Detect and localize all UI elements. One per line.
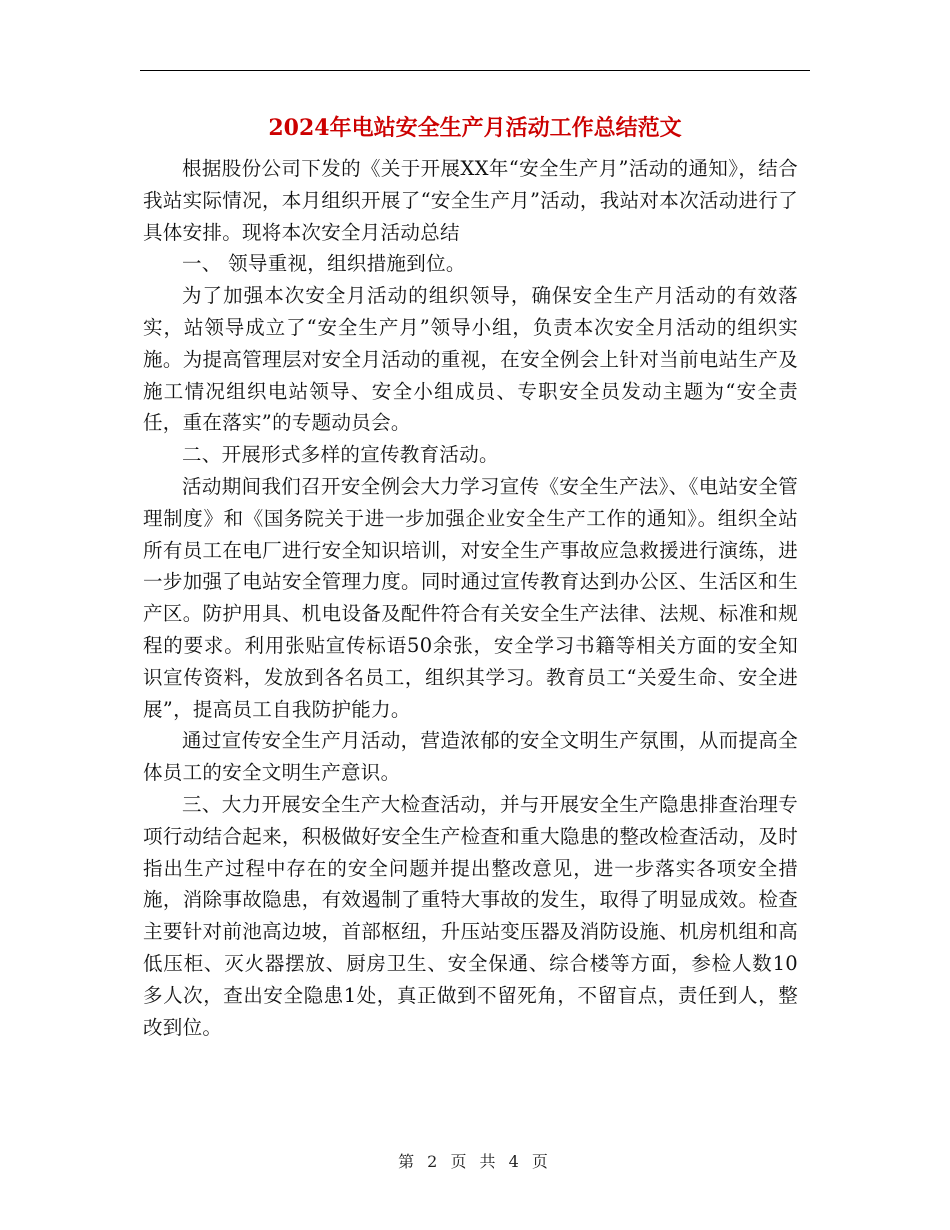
paragraph-intro: 根据股份公司下发的《关于开展XX年“安全生产月”活动的通知》，结合我站实际情况，本月组织开展了“安全生产月”活动，我站对本次活动进行了具体安排。现将本次安全月活动总结	[143, 157, 798, 244]
document-title: 2024年电站安全生产月活动工作总结范文	[268, 115, 682, 141]
paragraph-section-3: 三、大力开展安全生产大检查活动，并与开展安全生产隐患排查治理专项行动结合起来，积极做好安全生产检查和重大隐患的整改检查活动，及时指出生产过程中存在的安全问题并提出整改意见，进一步落实各项安全措施，消除事故隐患，有效遏制了重特大事故的发生，取得了明显成效。检查主要针对前池高边坡，首部枢纽，升压站变压器及消防设施、机房机组和高低压柜、灭火器摆放、厨房卫生、安全保通、综合楼等方面，参检人数10多人次，查出安全隐患1处，真正做到不留死角，不留盲点，责任到人，整改到位。	[143, 792, 798, 1039]
heading-section-2: 二、开展形式多样的宣传教育活动。	[182, 443, 499, 467]
paragraph-section-2: 活动期间我们召开安全例会大力学习宣传《安全生产法》、《电站安全管理制度》和《国务院关于进一步加强企业安全生产工作的通知》。组织全站所有员工在电厂进行安全知识培训，对安全生产事故应急救援进行演练，进一步加强了电站安全管理力度。同时通过宣传教育达到办公区、生活区和生产区。防护用具、机电设备及配件符合有关安全生产法律、法规、标准和规程的要求。利用张贴宣传标语50余张，安全学习书籍等相关方面的安全知识宣传资料，发放到各名员工，组织其学习。教育员工“关爱生命、安全进展”，提高员工自我防护能力。	[143, 474, 798, 721]
header-rule	[140, 70, 810, 71]
document-body	[143, 153, 798, 1043]
heading-section-1: 一、 领导重视，组织措施到位。	[182, 252, 466, 276]
paragraph-section-2-summary: 通过宣传安全生产月活动，营造浓郁的安全文明生产氛围，从而提高全体员工的安全文明生产意识。	[143, 729, 798, 785]
page-number-footer: 第 2 页 共 4 页	[398, 1152, 552, 1171]
paragraph-section-1: 为了加强本次安全月活动的组织领导，确保安全生产月活动的有效落实，站领导成立了“安全生产月”领导小组，负责本次安全月活动的组织实施。为提高管理层对安全月活动的重视，在安全例会上针对当前电站生产及施工情况组织电站领导、安全小组成员、专职安全员发动主题为“安全责任，重在落实”的专题动员会。	[143, 284, 798, 435]
